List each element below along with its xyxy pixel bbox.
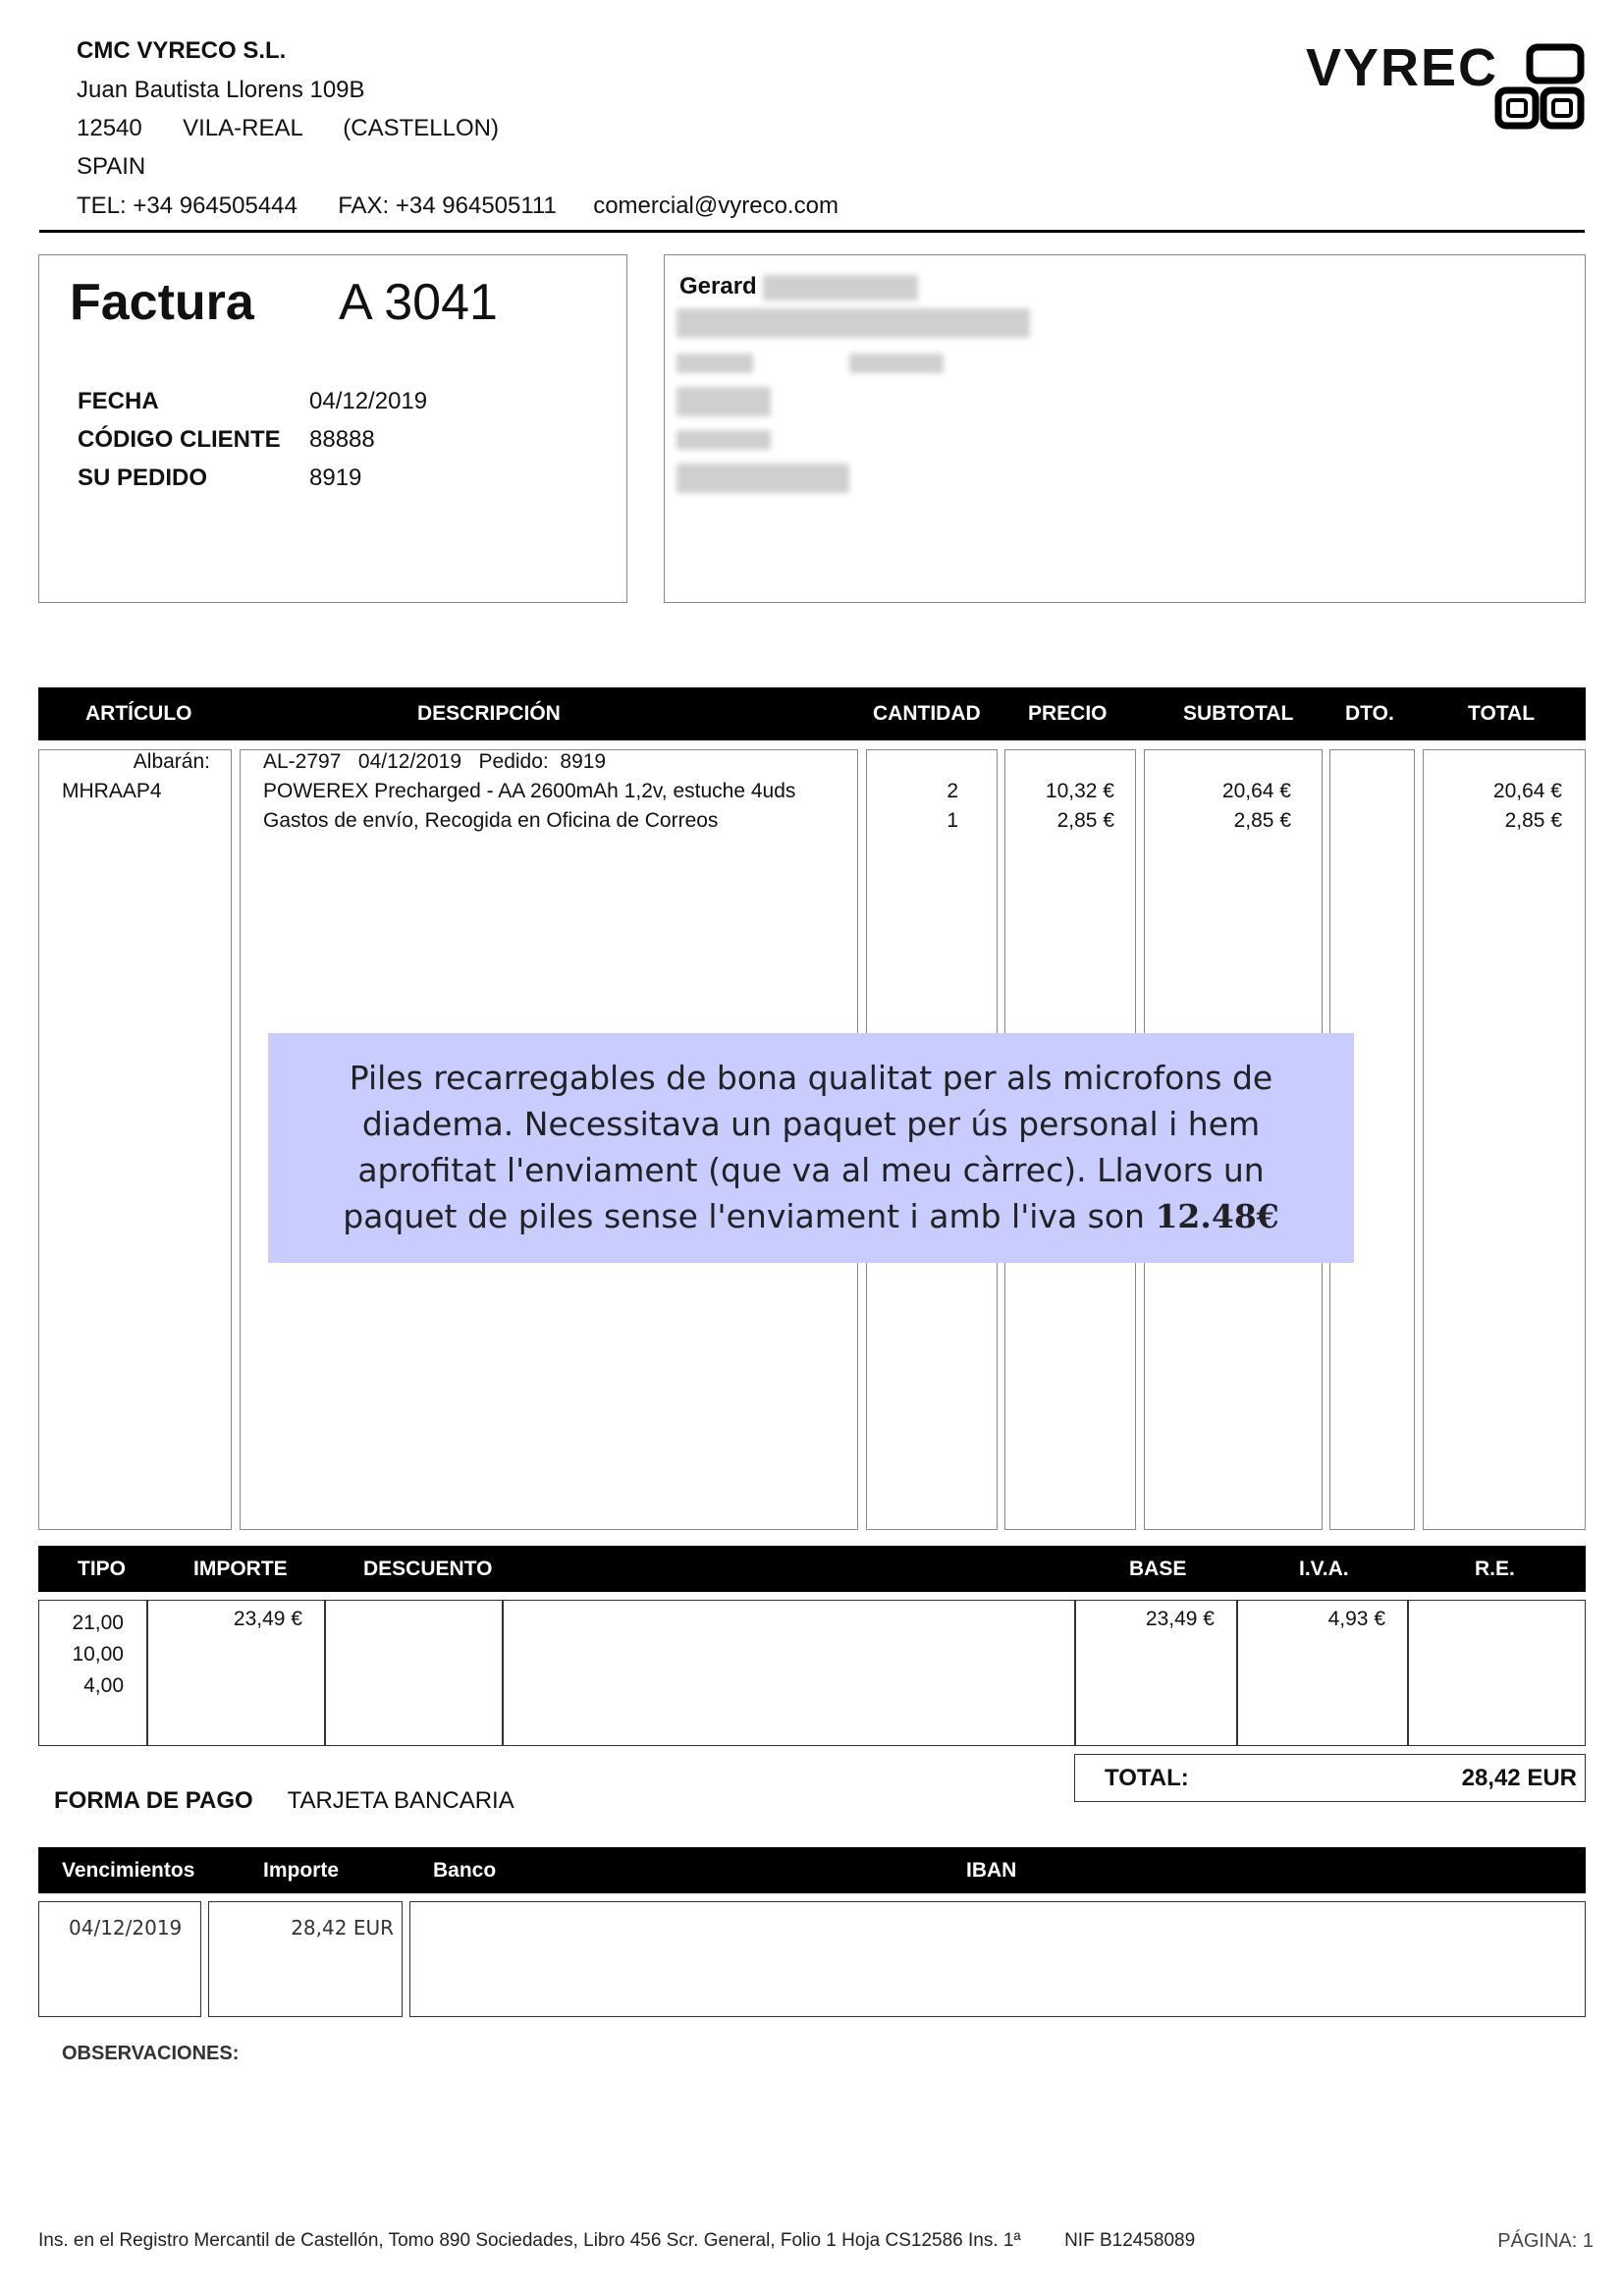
- col-base: BASE: [1129, 1557, 1187, 1580]
- row2-description: Gastos de envío, Recogida en Oficina de Correos: [263, 809, 719, 832]
- row2-price: 2,85 €: [1056, 809, 1114, 832]
- col-articulo: ARTÍCULO: [85, 702, 192, 725]
- redacted-block: [849, 354, 944, 373]
- su-pedido-value: 8919: [309, 465, 362, 491]
- total-value: 28,42 EUR: [1461, 1765, 1577, 1791]
- redacted-block: [676, 387, 771, 416]
- company-country: SPAIN: [77, 153, 146, 180]
- fecha-label: FECHA: [78, 388, 159, 414]
- tax-iva: 4,93 €: [1327, 1608, 1385, 1630]
- col-descuento: DESCUENTO: [363, 1557, 493, 1580]
- tax-tipos: [39, 1608, 124, 1702]
- company-email: comercial@vyreco.com: [593, 192, 839, 219]
- tax-col-divider: [324, 1600, 326, 1746]
- col-box-total: [1423, 749, 1586, 1530]
- company-fax: FAX: +34 964505111: [338, 192, 557, 219]
- footer-registry: [38, 2230, 1195, 2252]
- note-amount: 12.48€: [1155, 1197, 1279, 1235]
- col-importe: IMPORTE: [193, 1557, 288, 1580]
- col-tipo: TIPO: [78, 1557, 127, 1580]
- redacted-block: [763, 275, 918, 301]
- due-date: 04/12/2019: [69, 1916, 183, 1940]
- col-due-importe: Importe: [263, 1858, 340, 1882]
- tax-col-divider: [502, 1600, 504, 1746]
- su-pedido-label: SU PEDIDO: [78, 465, 208, 491]
- invoice-number: A 3041: [339, 274, 498, 331]
- row2-total: 2,85 €: [1504, 809, 1562, 832]
- row1-total: 20,64 €: [1492, 780, 1562, 802]
- tax-header-bar: [38, 1546, 1586, 1592]
- tax-tipo-21: 21,00: [72, 1612, 124, 1634]
- albaran-line: AL-2797 04/12/2019 Pedido: 8919: [263, 750, 607, 773]
- company-tel: TEL: +34 964505444: [77, 192, 298, 219]
- total-box: [1074, 1754, 1586, 1802]
- company-name: [77, 37, 286, 65]
- company-name-text: CMC VYRECO S.L.: [77, 37, 287, 64]
- payment-value: TARJETA BANCARIA: [287, 1787, 514, 1814]
- company-city-line: [77, 115, 499, 142]
- col-re: R.E.: [1475, 1557, 1515, 1580]
- due-amount: 28,42 EUR: [291, 1916, 394, 1940]
- row1-price: 10,32 €: [1045, 780, 1114, 802]
- customer-box: [664, 254, 1586, 603]
- company-contact-line: [77, 192, 839, 220]
- redacted-block: [676, 308, 1030, 338]
- footer-page: PÁGINA: 1: [1497, 2230, 1594, 2252]
- annotation-note: [268, 1033, 1354, 1263]
- tax-importe: 23,49 €: [233, 1608, 302, 1630]
- col-cantidad: CANTIDAD: [873, 702, 981, 725]
- tax-tipo-4: 4,00: [83, 1674, 124, 1697]
- customer-name: Gerard: [679, 273, 757, 300]
- col-banco: Banco: [433, 1858, 497, 1882]
- col-precio: PRECIO: [1028, 702, 1108, 725]
- redacted-block: [676, 354, 753, 373]
- total-label: TOTAL:: [1105, 1765, 1189, 1791]
- footer-nif: NIF B12458089: [1064, 2230, 1196, 2251]
- col-iva: I.V.A.: [1299, 1557, 1349, 1580]
- row1-qty: 2: [947, 780, 958, 802]
- vyreco-logo: [1306, 38, 1591, 130]
- company-province: (CASTELLON): [343, 115, 499, 141]
- company-postcode: 12540: [77, 115, 142, 141]
- col-subtotal: SUBTOTAL: [1183, 702, 1294, 725]
- row1-article: MHRAAP4: [62, 780, 162, 802]
- due-header-bar: [38, 1847, 1586, 1893]
- payment-label: FORMA DE PAGO: [54, 1787, 253, 1814]
- redacted-block: [676, 464, 849, 493]
- col-descripcion: DESCRIPCIÓN: [417, 702, 561, 725]
- invoice-title: Factura: [70, 274, 254, 331]
- observaciones-label: OBSERVACIONES:: [62, 2043, 240, 2064]
- due-box-amount: [208, 1901, 403, 2017]
- footer-registry-text: Ins. en el Registro Mercantil de Castellón, Tomo 890 Sociedades, Libro 456 Scr. General, Folio 1 Hoja CS12586 Ins. 1ª: [38, 2230, 1021, 2251]
- redacted-block: [676, 430, 771, 450]
- payment-method: [54, 1787, 514, 1815]
- codigo-cliente-label: CÓDIGO CLIENTE: [78, 426, 281, 453]
- company-city: VILA-REAL: [183, 115, 302, 141]
- row1-description: POWEREX Precharged - AA 2600mAh 1,2v, estuche 4uds: [263, 780, 796, 802]
- row2-subtotal: 2,85 €: [1233, 809, 1291, 832]
- fecha-value: 04/12/2019: [309, 388, 428, 414]
- due-box-date: [38, 1901, 201, 2017]
- col-vencimientos: Vencimientos: [62, 1858, 195, 1882]
- logo-mark-icon: [1492, 41, 1591, 130]
- codigo-cliente-value: 88888: [309, 426, 375, 453]
- header-divider: [39, 230, 1585, 233]
- tax-base: 23,49 €: [1145, 1608, 1215, 1630]
- note-text: Piles recarregables de bona qualitat per als microfons de diadema. Necessitava un paquet per ús personal i hem aprofitat l'enviament (que va al meu càrrec). Llavors un paquet de piles sense l'enviament i amb l'iva son: [343, 1059, 1273, 1235]
- col-total: TOTAL: [1468, 702, 1536, 725]
- col-iban: IBAN: [966, 1858, 1017, 1882]
- row1-subtotal: 20,64 €: [1221, 780, 1291, 802]
- company-street: Juan Bautista Llorens 109B: [77, 77, 365, 103]
- row2-qty: 1: [947, 809, 958, 832]
- col-box-articulo: [38, 749, 232, 1530]
- tax-tipo-10: 10,00: [72, 1643, 124, 1666]
- due-box-bank: [409, 1901, 1586, 2017]
- logo-text: VYREC: [1306, 38, 1499, 97]
- col-dto: DTO.: [1345, 702, 1394, 725]
- items-header-bar: [38, 687, 1586, 740]
- albaran-label: Albarán:: [133, 750, 210, 773]
- tax-col-divider: [1407, 1600, 1409, 1746]
- invoice-info-box: [38, 254, 627, 603]
